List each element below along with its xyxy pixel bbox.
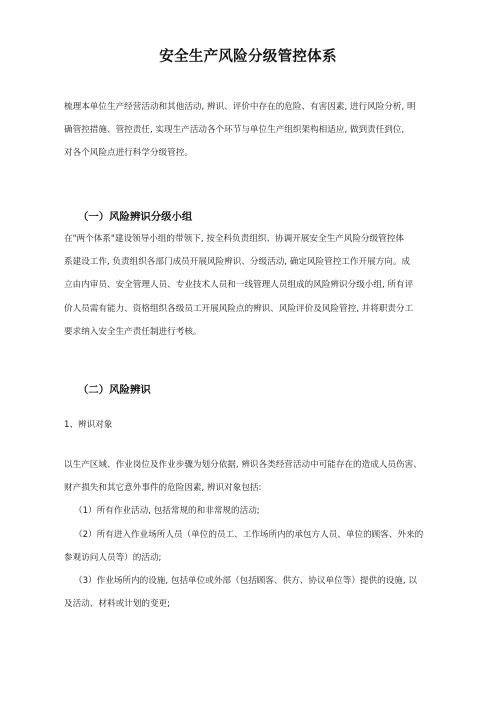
section2-intro-line: 以生产区域、作业岗位及作业步骤为划分依据, 辨识各类经营活动中可能存在的造成人员伤害、	[64, 460, 422, 470]
list-item-2: （2）所有进入作业场所人员（单位的员工、工作场所内的承包方人员、单位的顾客、外来的	[74, 529, 424, 540]
section1-paragraph	[64, 228, 438, 344]
section1-line: 在"两个体系"建设领导小组的带领下, 按全科负责组织、协调开展安全生产风险分级管控体	[64, 234, 404, 244]
section1-line: 立由内审员、安全管理人员、专业技术人员和一线管理人员组成的风险辨识分级小组, 所有评	[64, 280, 414, 291]
list-item-3: （3）作业场所内的设施, 包括单位或外部（包括顾客、供方、协议单位等）提供的设施, 以	[74, 576, 417, 587]
intro-line: 梳理本单位生产经营活动和其他活动, 辨识、评价中存在的危险、有害因素, 进行风险分析, 明	[64, 102, 416, 112]
document-title: 安全生产风险分级管控体系	[159, 49, 337, 65]
section2-paragraph	[64, 454, 438, 616]
section1-line: 系建设工作, 负责组织各部门成员开展风险辨识、分级活动, 确定风险管控工作开展方向。成	[64, 257, 411, 268]
intro-paragraph	[64, 96, 438, 166]
intro-line: 对各个风险点进行科学分级管控。	[64, 148, 193, 159]
section2-subheading	[64, 414, 438, 437]
list-item-1: （1）所有作业活动, 包括常规的和非常规的活动;	[74, 506, 260, 517]
section2-heading: （二）风险辨识	[78, 384, 151, 396]
section1-line: 价人员需有能力、资格组织各级员工开展风险点的辨识、风险评价及风险管控, 并将职责分工	[64, 303, 414, 314]
section1-line: 要求纳入安全生产责任制进行考核。	[64, 326, 202, 337]
list-item-3-cont: 及活动、材料或计划的变更;	[64, 599, 171, 610]
section2-intro-line: 财产损失和其它意外事件的危险因素, 辨识对象包括:	[64, 483, 262, 494]
intro-line: 确管控措施、管控责任, 实现生产活动各个环节与单位生产组织架构相适应, 做到责任到位,	[64, 125, 405, 136]
list-item-2-cont: 参观访问人员等）的活动;	[64, 552, 162, 563]
section1-heading: （一）风险辨识分级小组	[78, 211, 193, 223]
subheading-text: 1、辨识对象	[64, 420, 113, 430]
